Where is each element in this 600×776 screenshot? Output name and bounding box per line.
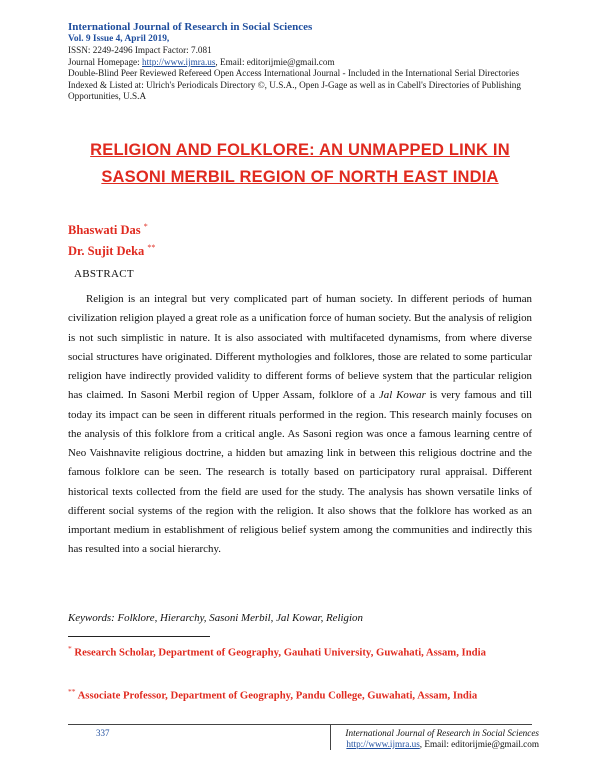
- header-email: , Email: editorijmie@gmail.com: [215, 56, 335, 67]
- abstract-text-part-1: Religion is an integral but very complicated part of human society. In different periods of human civilization religion played a great role as a unification force of human society. But the analysis of religion is not such simplistic in nature. It is also associated with multifaceted dynamisms, from where diverse social structures have originated. Different mythologies and folklores, those are related to some particular religion have indirectly provided validity to different forms of believe system that the particular religion has claimed. In Sasoni Merbil region of Upper Assam, folklore of a: [68, 293, 532, 402]
- volume-issue: Vol. 9 Issue 4, April 2019,: [68, 34, 170, 44]
- abstract-italic-term: Jal Kowar: [378, 389, 426, 402]
- abstract-heading: ABSTRACT: [74, 268, 134, 280]
- footer-divider: [68, 724, 532, 725]
- footnote-divider: [68, 636, 210, 637]
- author-1: [68, 222, 148, 238]
- footer-journal-name: International Journal of Research in Social Sciences: [345, 728, 539, 738]
- footer-email: , Email: editorijmie@gmail.com: [419, 739, 539, 749]
- abstract-body: [68, 290, 532, 560]
- homepage-line: [68, 57, 538, 68]
- journal-name: International Journal of Research in Social Sciences: [68, 21, 313, 33]
- author-name: Bhaswati Das: [68, 223, 141, 238]
- homepage-label: Journal Homepage:: [68, 56, 142, 67]
- page-footer: [334, 728, 539, 750]
- page-number: 337: [96, 728, 110, 738]
- issn-line: ISSN: 2249-2496 Impact Factor: 7.081: [68, 45, 212, 56]
- keywords: Keywords: Folklore, Hierarchy, Sasoni Merbil, Jal Kowar, Religion: [68, 612, 363, 624]
- journal-header: [68, 21, 538, 102]
- footnote-mark: **: [68, 687, 76, 696]
- homepage-link[interactable]: http://www.ijmra.us: [142, 56, 216, 67]
- footnote-text: Associate Professor, Department of Geography, Pandu College, Guwahati, Assam, India: [75, 689, 478, 702]
- footnote-text: Research Scholar, Department of Geography, Gauhati University, Guwahati, Assam, India: [71, 646, 486, 659]
- footer-link[interactable]: http://www.ijmra.us: [346, 739, 420, 749]
- footnote-1: [68, 640, 532, 662]
- title-line-1: RELIGION AND FOLKLORE: AN UNMAPPED LINK IN: [90, 141, 510, 159]
- abstract-text-part-2: is very famous and till today its impact can be seen in different rituals performed in the region. This research mainly focuses on the analysis of this folklore from a critical angle. As Sasoni region was once a famous learning centre of Neo Vaishnavite religious doctrine, a hidden but amazing link in between this religious doctrine and the famous folklore can be seen. The research is totally based on participatory rural appraisal. Different historical texts collected from the field are used for the study. The analysis has shown versatile links of different social systems of the region with the religion. It also shows that the folklore has worked as an important medium in establishment of religious belief system among the communities and indirectly this has resulted into a social hierarchy.: [68, 389, 532, 556]
- indexing-info: Double-Blind Peer Reviewed Refereed Open Access International Journal - Included in the International Serial Directories Indexed & Listed at: Ulrich's Periodicals Directory ©, U.S.A., Open J-Gage as well as in Cabell's Directories of Publishing Opportunities, U.S.A: [68, 68, 521, 102]
- author-mark: **: [147, 243, 156, 252]
- footnote-mark: *: [68, 644, 72, 653]
- footer-vertical-divider: [330, 724, 331, 750]
- title-line-2: SASONI MERBIL REGION OF NORTH EAST INDIA: [101, 168, 499, 186]
- author-mark: *: [143, 222, 148, 231]
- footer-contact: [334, 739, 539, 750]
- paper-title: [40, 137, 560, 191]
- footnote-2: [68, 683, 532, 705]
- author-name: Dr. Sujit Deka: [68, 244, 145, 259]
- author-2: [68, 243, 155, 259]
